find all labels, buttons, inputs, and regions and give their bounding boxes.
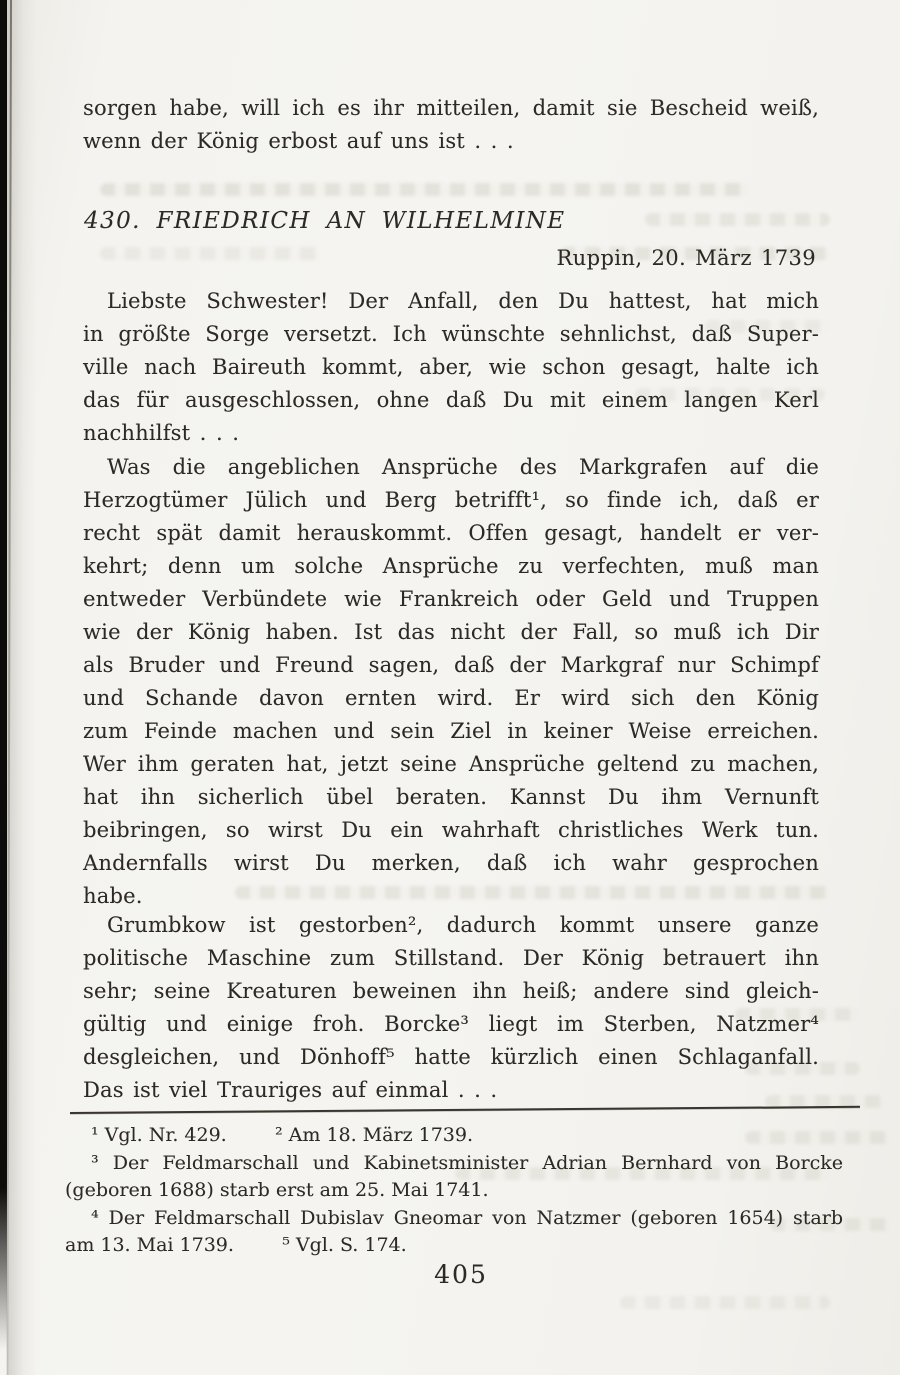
text-line: kehrt; denn um solche Ansprüche zu verfechten, muß man <box>83 554 819 578</box>
text-line: desgleichen, und Dönhoff⁵ hatte kürzlich einen Schlaganfall. <box>83 1045 819 1069</box>
letter-paragraph-1 <box>83 285 819 450</box>
text-line: wenn der König erbost auf uns ist . . . <box>83 129 514 153</box>
text-line: politische Maschine zum Stillstand. Der König betrauert ihn <box>83 946 819 970</box>
footnote-line: (geboren 1688) starb erst am 25. Mai 1741. <box>65 1179 489 1201</box>
scan-edge-black-strip <box>0 0 7 1350</box>
footnote-line: ⁴ Der Feldmarschall Dubislav Gneomar von Natzmer (geboren 1654) starb <box>91 1206 843 1229</box>
text-line: als Bruder und Freund sagen, daß der Markgraf nur Schimpf <box>83 653 819 677</box>
text-line: Liebste Schwester! Der Anfall, den Du hattest, hat mich <box>107 289 819 313</box>
footnote-line: ¹ Vgl. Nr. 429. ² Am 18. März 1739. <box>91 1124 474 1146</box>
bleed-through-ghost <box>645 213 830 226</box>
text-line: Das ist viel Trauriges auf einmal . . . <box>83 1078 498 1102</box>
footnote-line: am 13. Mai 1739. ⁵ Vgl. S. 174. <box>65 1234 407 1256</box>
text-line: sehr; seine Kreaturen beweinen ihn heiß; andere sind gleich- <box>83 979 819 1003</box>
footnote-separator-rule <box>70 1106 860 1114</box>
text-line: in größte Sorge versetzt. Ich wünschte sehnlichst, daß Super- <box>83 322 819 346</box>
letter-paragraph-2 <box>83 451 819 913</box>
footnotes-block <box>65 1122 843 1260</box>
letter-paragraph-3 <box>83 909 819 1107</box>
text-line: zum Feinde machen und sein Ziel in keiner Weise erreichen. <box>83 719 819 743</box>
letter-dateline: Ruppin, 20. März 1739 <box>556 246 816 270</box>
text-line: entweder Verbündete wie Frankreich oder Geld und Truppen <box>83 587 819 611</box>
text-line: das für ausgeschlossen, ohne daß Du mit einem langen Kerl <box>83 388 819 412</box>
text-line: nachhilfst . . . <box>83 421 240 445</box>
closing-fragment <box>83 92 819 158</box>
page-number: 405 <box>434 1260 488 1289</box>
bleed-through-ghost <box>620 1296 830 1309</box>
text-line: gültig und einige froh. Borcke³ liegt im Sterben, Natzmer⁴ <box>83 1012 819 1036</box>
letter-heading: 430. FRIEDRICH AN WILHELMINE <box>84 208 566 234</box>
text-line: hat ihn sicherlich übel beraten. Kannst Du ihm Vernunft <box>83 785 819 809</box>
text-line: sorgen habe, will ich es ihr mitteilen, damit sie Bescheid weiß, <box>83 96 819 120</box>
text-line: beibringen, so wirst Du ein wahrhaft christliches Werk tun. <box>83 818 819 842</box>
page-footer <box>65 1260 857 1289</box>
footnote-line: ³ Der Feldmarschall und Kabinetsminister Adrian Bernhard von Borcke <box>91 1151 843 1174</box>
text-line: Andernfalls wirst Du merken, daß ich wahr gesprochen <box>83 851 819 875</box>
text-line: Grumbkow ist gestorben², dadurch kommt unsere ganze <box>107 913 819 937</box>
text-line: wie der König haben. Ist das nicht der Fall, so muß ich Dir <box>83 620 819 644</box>
text-line: Was die angeblichen Ansprüche des Markgrafen auf die <box>107 455 819 479</box>
text-line: Wer ihm geraten hat, jetzt seine Ansprüche geltend zu machen, <box>83 752 819 776</box>
text-line: Herzogtümer Jülich und Berg betrifft¹, so finde ich, daß er <box>83 488 819 512</box>
gutter-shadow <box>7 0 37 1375</box>
text-line: recht spät damit herauskommt. Offen gesagt, handelt er ver- <box>83 521 819 545</box>
bleed-through-ghost <box>100 183 750 196</box>
text-line: und Schande davon ernten wird. Er wird sich den König <box>83 686 819 710</box>
text-line: ville nach Baireuth kommt, aber, wie schon gesagt, halte ich <box>83 355 819 379</box>
text-line: habe. <box>83 884 143 908</box>
